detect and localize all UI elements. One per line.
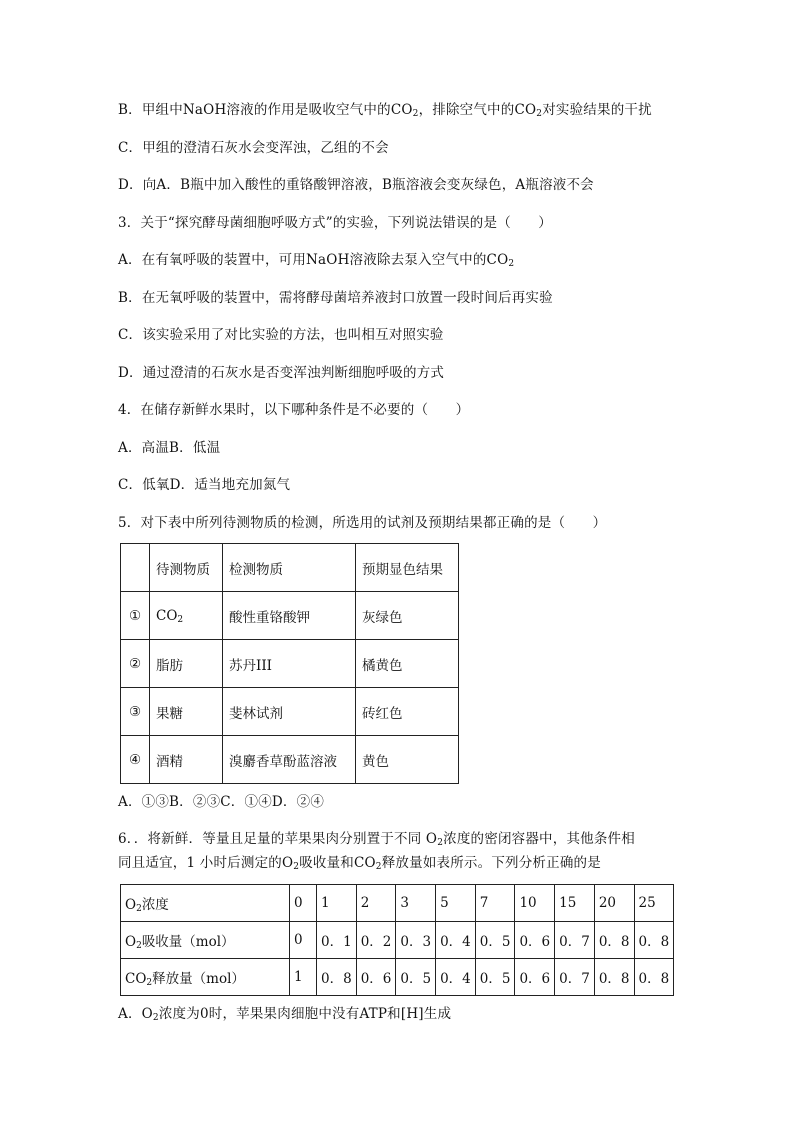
concentration-cell: 1 [317, 885, 357, 922]
co2-cell: 0．5 [475, 959, 515, 996]
row-number: ② [121, 640, 150, 688]
o2-cell: 0．6 [515, 922, 555, 959]
concentration-cell: 25 [634, 885, 674, 922]
reagent: 溴麝香草酚蓝溶液 [223, 736, 356, 784]
o2-cell: 0．8 [594, 922, 634, 959]
q5-options: A．①③B．②③C．①④D．②④ [118, 794, 325, 810]
co2-cell: 0．4 [436, 959, 476, 996]
q3-stem: 3．关于“探究酵母菌细胞呼吸方式”的实验，下列说法错误的是（ ） [118, 215, 552, 231]
concentration-cell: 2 [356, 885, 396, 922]
q5-table [120, 543, 459, 784]
q3-option-c: C．该实验采用了对比实验的方法，也叫相互对照实验 [118, 327, 444, 343]
co2-cell: 0．6 [515, 959, 555, 996]
expected-color: 橘黄色 [356, 640, 459, 688]
reagent: 斐林试剂 [223, 688, 356, 736]
table-row [121, 592, 459, 640]
co2-cell: 0．7 [555, 959, 595, 996]
concentration-cell: 0 [290, 885, 317, 922]
concentration-cell: 10 [515, 885, 555, 922]
table-row [121, 688, 459, 736]
q4-options-ab: A．高温B．低温 [118, 440, 221, 456]
reagent: 酸性重铬酸钾 [223, 592, 356, 640]
concentration-cell: 3 [396, 885, 436, 922]
q3-option-a: A．在有氧呼吸的装置中，可用NaOH溶液除去泵入空气中的$CO_2$ [118, 252, 515, 269]
test-substance: 脂肪 [150, 640, 223, 688]
q4-options-cd: C．低氧D．适当地充加氮气 [118, 477, 291, 493]
co2-cell: 0．6 [356, 959, 396, 996]
table-header-cell [121, 544, 150, 592]
concentration-cell: 20 [594, 885, 634, 922]
o2-cell: 0．1 [317, 922, 357, 959]
row-number: ① [121, 592, 150, 640]
table-header-row [121, 544, 459, 592]
q3-option-d: D．通过澄清的石灰水是否变浑浊判断细胞呼吸的方式 [118, 365, 445, 381]
o2-cell: 0．3 [396, 922, 436, 959]
table-row-o2-absorbed [121, 922, 674, 959]
table-row [121, 640, 459, 688]
q2-option-c: C．甲组的澄清石灰水会变浑浊，乙组的不会 [118, 140, 389, 156]
q5-stem: 5．对下表中所列待测物质的检测，所选用的试剂及预期结果都正确的是（ ） [118, 515, 607, 531]
q6-stem-line2: 同且适宜，1 小时后测定的$O_2$吸收量和$CO_2$释放量如表所示。下列分析正确的是 [118, 855, 601, 872]
expected-color: 灰绿色 [356, 592, 459, 640]
expected-color: 砖红色 [356, 688, 459, 736]
o2-cell: 0 [290, 922, 317, 959]
q6-option-a: A．$O_2$浓度为0时，苹果果肉细胞中没有ATP和[H]生成 [118, 1006, 452, 1023]
test-substance: $CO_2$ [150, 592, 223, 640]
table-header-cell: 预期显色结果 [356, 544, 459, 592]
concentration-cell: 15 [555, 885, 595, 922]
o2-cell: 0．7 [555, 922, 595, 959]
concentration-cell: 5 [436, 885, 476, 922]
table-header-cell: 待测物质 [150, 544, 223, 592]
o2-cell: 0．8 [634, 922, 674, 959]
concentration-cell: 7 [475, 885, 515, 922]
row-label: $CO_2$释放量（mol） [121, 959, 290, 996]
co2-cell: 1 [290, 959, 317, 996]
q2-option-b: B．甲组中NaOH溶液的作用是吸收空气中的$CO_2$，排除空气中的$CO_2$对实验结果的干扰 [118, 102, 652, 119]
q3-option-b: B．在无氧呼吸的装置中，需将酵母菌培养液封口放置一段时间后再实验 [118, 290, 553, 306]
o2-cell: 0．4 [436, 922, 476, 959]
test-substance: 果糖 [150, 688, 223, 736]
co2-cell: 0．5 [396, 959, 436, 996]
reagent: 苏丹III [223, 640, 356, 688]
q4-stem: 4．在储存新鲜水果时，以下哪种条件是不必要的（ ） [118, 402, 470, 418]
row-label: $O_2$吸收量（mol） [121, 922, 290, 959]
q2-option-d: D．向A．B瓶中加入酸性的重铬酸钾溶液，B瓶溶液会变灰绿色，A瓶溶液不会 [118, 177, 594, 193]
co2-cell: 0．8 [634, 959, 674, 996]
row-number: ③ [121, 688, 150, 736]
expected-color: 黄色 [356, 736, 459, 784]
row-label: $O_2$浓度 [121, 885, 290, 922]
co2-cell: 0．8 [594, 959, 634, 996]
table-row [121, 736, 459, 784]
q6-table [120, 884, 674, 996]
o2-cell: 0．5 [475, 922, 515, 959]
row-number: ④ [121, 736, 150, 784]
table-header-cell: 检测物质 [223, 544, 356, 592]
o2-cell: 0．2 [356, 922, 396, 959]
test-substance: 酒精 [150, 736, 223, 784]
co2-cell: 0．8 [317, 959, 357, 996]
table-row-co2-released [121, 959, 674, 996]
q6-stem-line1: 6．．将新鲜．等量且足量的苹果果肉分别置于不同 $O_2$浓度的密闭容器中，其他条件相 [118, 831, 635, 848]
table-row-concentration [121, 885, 674, 922]
